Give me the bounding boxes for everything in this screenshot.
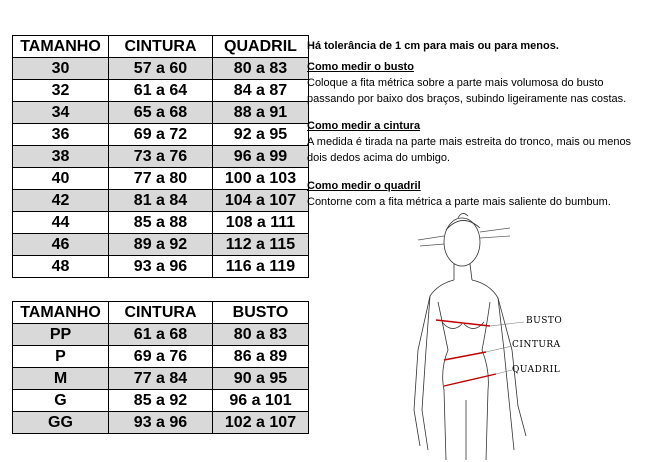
hip-text: Contorne com a fita métrica a parte mais saliente do bumbum. [307, 196, 611, 208]
measure-cell: 61 a 68 [109, 324, 213, 346]
header-waist: CINTURA [109, 302, 213, 324]
table-header-row [13, 302, 309, 324]
table-row [13, 212, 309, 234]
table-row [13, 234, 309, 256]
waist-measure-line [444, 352, 486, 360]
measure-cell: 69 a 76 [109, 346, 213, 368]
measure-cell: 84 a 87 [213, 80, 309, 102]
size-cell: 48 [13, 256, 109, 278]
bust-label: BUSTO [526, 316, 563, 326]
table-row [13, 412, 309, 434]
waist-title: Como medir a cintura [307, 120, 421, 132]
table-header-row [13, 36, 309, 58]
size-cell: PP [13, 324, 109, 346]
measure-cell: 92 a 95 [213, 124, 309, 146]
table-row [13, 124, 309, 146]
waist-text: A medida é tirada na parte mais estreita do tronco, mais ou menos dois dedos acima do umbigo. [307, 136, 632, 164]
body-measurement-figure [400, 210, 575, 460]
measure-cell: 93 a 96 [109, 412, 213, 434]
measure-cell: 90 a 95 [213, 368, 309, 390]
measure-cell: 96 a 101 [213, 390, 309, 412]
size-cell: 34 [13, 102, 109, 124]
table-row [13, 102, 309, 124]
size-cell: P [13, 346, 109, 368]
measure-cell: 61 a 64 [109, 80, 213, 102]
size-cell: GG [13, 412, 109, 434]
measure-cell: 89 a 92 [109, 234, 213, 256]
header-bust: BUSTO [213, 302, 309, 324]
size-cell: 36 [13, 124, 109, 146]
measure-cell: 69 a 72 [109, 124, 213, 146]
measure-cell: 104 a 107 [213, 190, 309, 212]
table-row [13, 146, 309, 168]
size-cell: G [13, 390, 109, 412]
size-cell: 46 [13, 234, 109, 256]
hip-title: Como medir o quadril [307, 180, 421, 192]
bust-text: Coloque a fita métrica sobre a parte mais volumosa do busto passando por baixo dos braços, subindo ligeiramente nas costas. [307, 77, 627, 105]
table-row [13, 168, 309, 190]
size-cell: 40 [13, 168, 109, 190]
hip-instructions [307, 178, 652, 210]
size-cell: 38 [13, 146, 109, 168]
size-table-letters [12, 301, 309, 434]
tolerance-note [307, 38, 652, 54]
measure-cell: 100 a 103 [213, 168, 309, 190]
size-cell: 30 [13, 58, 109, 80]
face-sketch-lines [418, 228, 510, 246]
bust-instructions [307, 59, 652, 107]
size-table-numeric [12, 35, 309, 278]
measure-cell: 77 a 80 [109, 168, 213, 190]
table-row [13, 80, 309, 102]
table-row [13, 390, 309, 412]
header-hip: QUADRIL [213, 36, 309, 58]
table-row [13, 368, 309, 390]
bust-measure-line [436, 320, 490, 326]
measure-cell: 85 a 92 [109, 390, 213, 412]
waist-label: CINTURA [512, 340, 561, 350]
size-cell: 32 [13, 80, 109, 102]
measure-cell: 73 a 76 [109, 146, 213, 168]
measure-cell: 77 a 84 [109, 368, 213, 390]
measure-cell: 108 a 111 [213, 212, 309, 234]
table-row [13, 190, 309, 212]
measure-cell: 85 a 88 [109, 212, 213, 234]
size-cell: 44 [13, 212, 109, 234]
bust-label-leader [490, 322, 524, 326]
waist-label-leader [486, 346, 512, 352]
measure-cell: 65 a 68 [109, 102, 213, 124]
size-cell: 42 [13, 190, 109, 212]
table-row [13, 324, 309, 346]
bust-title: Como medir o busto [307, 61, 414, 73]
measure-cell: 88 a 91 [213, 102, 309, 124]
measure-cell: 81 a 84 [109, 190, 213, 212]
size-cell: M [13, 368, 109, 390]
tolerance-text: Há tolerância de 1 cm para mais ou para menos. [307, 40, 559, 52]
measure-cell: 57 a 60 [109, 58, 213, 80]
header-size: TAMANHO [13, 302, 109, 324]
table-row [13, 256, 309, 278]
waist-instructions [307, 118, 652, 166]
measure-cell: 96 a 99 [213, 146, 309, 168]
header-size: TAMANHO [13, 36, 109, 58]
measure-cell: 116 a 119 [213, 256, 309, 278]
table-row [13, 58, 309, 80]
figure-outline [414, 213, 526, 460]
table-row [13, 346, 309, 368]
measure-cell: 93 a 96 [109, 256, 213, 278]
measure-cell: 80 a 83 [213, 324, 309, 346]
header-waist: CINTURA [109, 36, 213, 58]
measure-cell: 112 a 115 [213, 234, 309, 256]
measure-cell: 86 a 89 [213, 346, 309, 368]
measure-cell: 102 a 107 [213, 412, 309, 434]
measure-cell: 80 a 83 [213, 58, 309, 80]
hip-label: QUADRIL [512, 365, 561, 375]
hip-label-leader [496, 370, 512, 374]
